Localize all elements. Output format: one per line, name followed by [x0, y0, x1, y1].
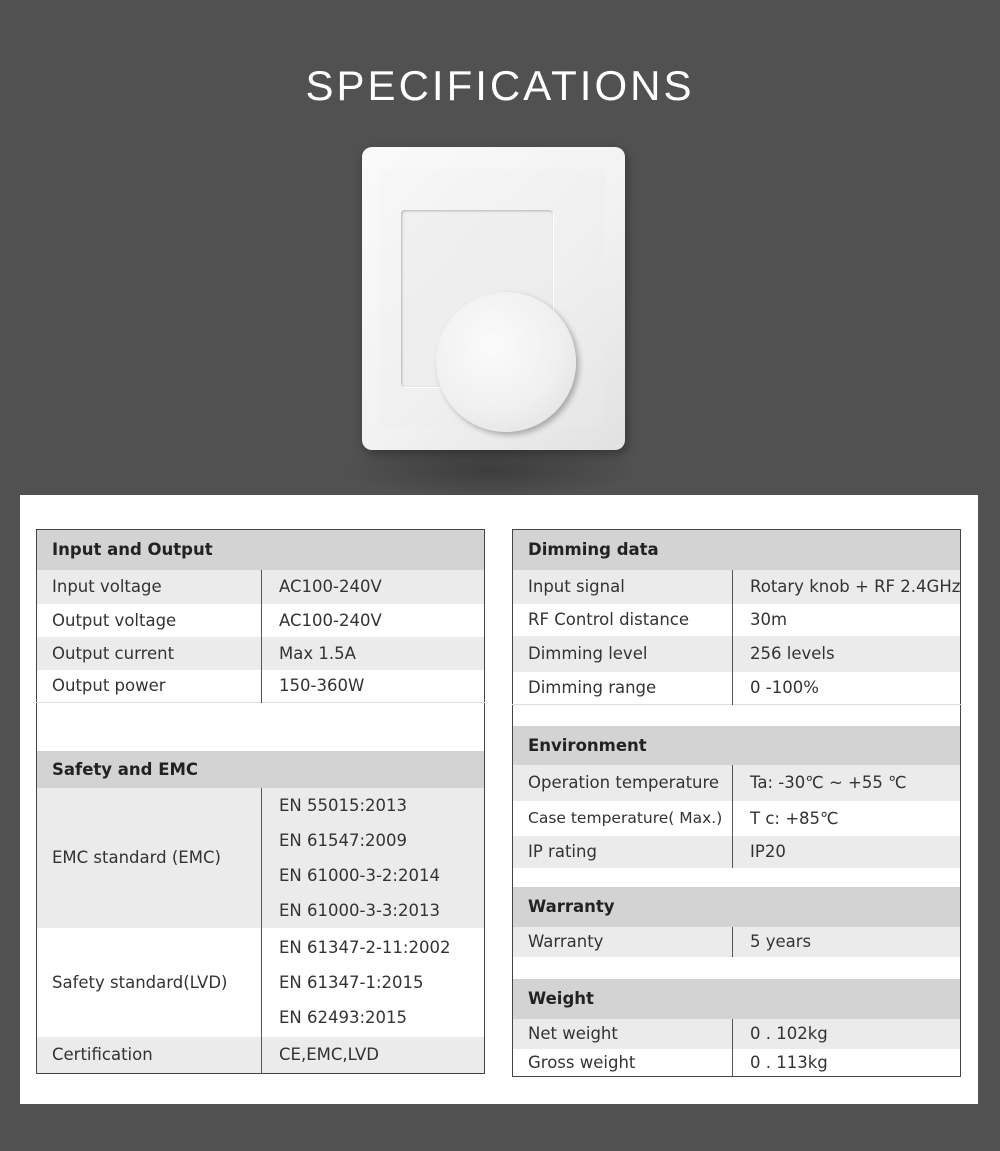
- spacer-row: [37, 703, 485, 751]
- section-title: Safety and EMC: [37, 751, 485, 788]
- section-title: Weight: [513, 979, 961, 1019]
- table-row: [37, 570, 485, 604]
- spec-value: EN 61000-3-2:2014: [279, 865, 440, 885]
- spec-panel: [20, 495, 978, 1104]
- spec-value: IP20: [733, 836, 961, 868]
- spacer-cell: [513, 705, 961, 726]
- table-row: [513, 636, 961, 672]
- spec-label: Case temperature( Max.): [513, 801, 733, 836]
- spec-label: Net weight: [513, 1019, 733, 1049]
- table-row: [513, 604, 961, 636]
- spec-label: Dimming range: [513, 672, 733, 705]
- section-header: [513, 979, 961, 1019]
- spec-label: Dimming level: [513, 636, 733, 672]
- spec-value: 0 -100%: [733, 672, 961, 705]
- spec-value: Ta: -30℃ ~ +55 ℃: [733, 765, 961, 801]
- spec-value: T c: +85℃: [733, 801, 961, 836]
- section-header: [37, 751, 485, 788]
- spacer-row: [513, 868, 961, 887]
- spec-value: CE,EMC,LVD: [262, 1037, 485, 1074]
- spec-label: Warranty: [513, 927, 733, 957]
- section-header: [513, 530, 961, 570]
- spacer-row: [513, 705, 961, 726]
- spec-value: Max 1.5A: [262, 637, 485, 670]
- spec-label: RF Control distance: [513, 604, 733, 636]
- table-row: [37, 670, 485, 703]
- spec-value: EN 62493:2015: [279, 1007, 408, 1027]
- spec-value: 0 . 102kg: [733, 1019, 961, 1049]
- spec-label: Output power: [37, 670, 262, 703]
- spec-value: AC100-240V: [262, 570, 485, 604]
- spec-value-list: [262, 788, 485, 928]
- section-header: [37, 530, 485, 570]
- section-title: Warranty: [513, 887, 961, 927]
- spec-value: 0 . 113kg: [733, 1049, 961, 1077]
- spec-label: Gross weight: [513, 1049, 733, 1077]
- knob-recess: [401, 210, 553, 387]
- spec-label: EMC standard (EMC): [37, 788, 262, 928]
- table-row: [513, 927, 961, 957]
- spec-label: Output current: [37, 637, 262, 670]
- table-row: [513, 570, 961, 604]
- table-row: [37, 637, 485, 670]
- table-row: [37, 604, 485, 637]
- table-row: [37, 928, 485, 1037]
- spec-label: Input voltage: [37, 570, 262, 604]
- spec-value: 256 levels: [733, 636, 961, 672]
- spec-label: Certification: [37, 1037, 262, 1074]
- spec-value: 5 years: [733, 927, 961, 957]
- spec-value: EN 61347-1:2015: [279, 972, 424, 992]
- section-title: Environment: [513, 726, 961, 765]
- table-row: [513, 1019, 961, 1049]
- table-row: [513, 1049, 961, 1077]
- section-header: [513, 726, 961, 765]
- table-row: [513, 672, 961, 705]
- spec-value-list: [262, 928, 485, 1037]
- spec-value: EN 61000-3-3:2013: [279, 900, 440, 920]
- spec-value: EN 55015:2013: [279, 795, 408, 815]
- table-row: [37, 1037, 485, 1074]
- spec-label: Input signal: [513, 570, 733, 604]
- spec-label: IP rating: [513, 836, 733, 868]
- spec-table-right: [512, 529, 961, 1077]
- spacer-row: [513, 957, 961, 979]
- section-title: Input and Output: [37, 530, 485, 570]
- section-header: [513, 887, 961, 927]
- table-row: [513, 765, 961, 801]
- spec-table-left: [36, 529, 485, 1074]
- spec-value: EN 61347-2-11:2002: [279, 937, 451, 957]
- page-title: SPECIFICATIONS: [305, 62, 695, 109]
- spec-value: 150-360W: [262, 670, 485, 703]
- spec-label: Safety standard(LVD): [37, 928, 262, 1037]
- spacer-cell: [513, 868, 961, 887]
- table-row: [37, 788, 485, 928]
- spec-label: Operation temperature: [513, 765, 733, 801]
- wall-plate: [362, 147, 625, 450]
- spec-value: Rotary knob + RF 2.4GHz: [733, 570, 961, 604]
- section-title: Dimming data: [513, 530, 961, 570]
- spec-value: EN 61547:2009: [279, 830, 408, 850]
- spacer-cell: [513, 957, 961, 979]
- rotary-dimmer-icon: [362, 147, 627, 452]
- spacer-cell: [37, 703, 485, 751]
- spec-label: Output voltage: [37, 604, 262, 637]
- table-row: [513, 801, 961, 836]
- table-row: [513, 836, 961, 868]
- spec-value: 30m: [733, 604, 961, 636]
- spec-value: AC100-240V: [262, 604, 485, 637]
- rotary-knob: [436, 292, 576, 432]
